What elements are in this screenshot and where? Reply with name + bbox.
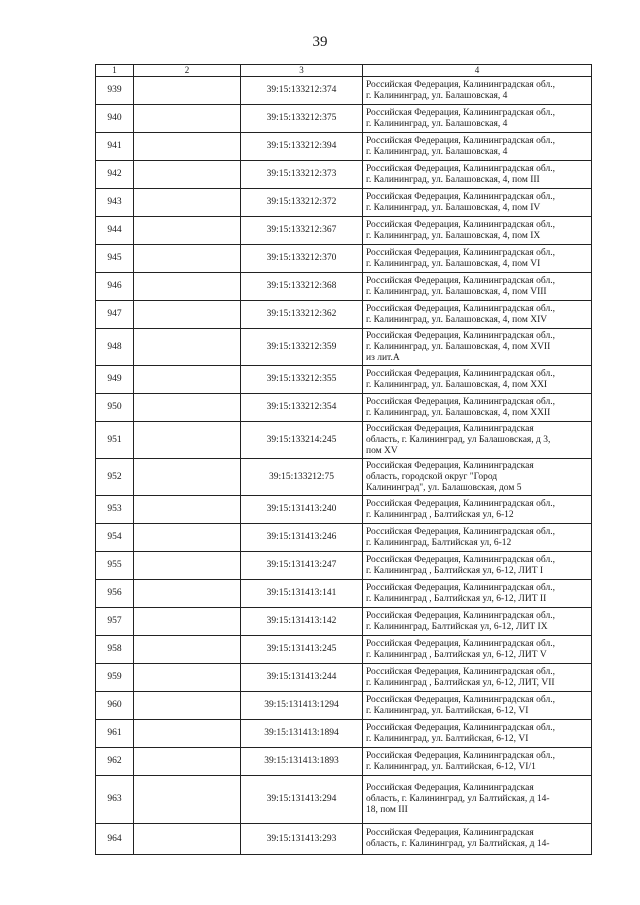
cadastral-number: 39:15:131413:141	[241, 580, 363, 608]
address-line: Российская Федерация, Калининградская обл.,	[366, 368, 555, 379]
address-line: Российская Федерация, Калининградская обл.,	[366, 191, 555, 202]
table-row	[96, 105, 592, 133]
table-row	[96, 217, 592, 245]
cadastral-number: 39:15:133212:368	[241, 273, 363, 301]
row-col-2	[134, 133, 241, 161]
row-number: 951	[96, 422, 134, 459]
row-number: 962	[96, 748, 134, 776]
row-col-2	[134, 217, 241, 245]
table-row	[96, 273, 592, 301]
address-line: Российская Федерация, Калининградская обл.,	[366, 666, 555, 677]
address-line: Российская Федерация, Калининградская обл.,	[366, 247, 555, 258]
row-col-2	[134, 394, 241, 422]
address-line: г. Калининград, ул. Балашовская, 4, пом VIII	[366, 286, 547, 297]
row-number: 956	[96, 580, 134, 608]
table-row	[96, 636, 592, 664]
address-line: Российская Федерация, Калининградская обл.,	[366, 694, 555, 705]
row-col-2	[134, 608, 241, 636]
address-line: Российская Федерация, Калининградская обл.,	[366, 396, 555, 407]
address-line: Российская Федерация, Калининградская	[366, 828, 534, 838]
row-number: 940	[96, 105, 134, 133]
row-number: 943	[96, 189, 134, 217]
address-cell	[363, 422, 592, 459]
address-cell	[363, 636, 592, 664]
row-number: 952	[96, 459, 134, 496]
table-row	[96, 720, 592, 748]
address-cell	[363, 524, 592, 552]
address-cell	[363, 301, 592, 329]
address-line: г. Калининград , Балтийская ул, 6-12, ЛИТ II	[366, 593, 547, 604]
address-line: Российская Федерация, Калининградская	[366, 423, 534, 434]
table-row	[96, 552, 592, 580]
cadastral-number: 39:15:131413:1894	[241, 720, 363, 748]
cadastral-number: 39:15:133212:359	[241, 329, 363, 366]
address-line: Российская Федерация, Калининградская обл.,	[366, 554, 555, 565]
cadastral-number: 39:15:133212:362	[241, 301, 363, 329]
row-number: 944	[96, 217, 134, 245]
address-line: Российская Федерация, Калининградская обл.,	[366, 79, 555, 90]
address-line: г. Калининград , Балтийская ул, 6-12, ЛИТ I	[366, 565, 544, 576]
address-cell	[363, 77, 592, 105]
address-line: Российская Федерация, Калининградская обл.,	[366, 275, 555, 286]
table-row	[96, 189, 592, 217]
table-row	[96, 692, 592, 720]
cadastral-number: 39:15:131413:142	[241, 608, 363, 636]
address-line: Российская Федерация, Калининградская обл.,	[366, 638, 555, 649]
cadastral-number: 39:15:133212:75	[241, 459, 363, 496]
address-cell	[363, 161, 592, 189]
address-line: область, г. Калининград, ул Балтийская, д 14-	[366, 839, 550, 849]
address-line: Российская Федерация, Калининградская обл.,	[366, 750, 555, 761]
address-line: г. Калининград, ул. Балтийская, 6-12, VI	[366, 705, 529, 716]
address-line: Российская Федерация, Калининградская	[366, 460, 534, 471]
address-cell	[363, 692, 592, 720]
address-line: г. Калининград, ул. Балашовская, 4, пом XXII	[366, 407, 551, 418]
address-cell	[363, 776, 592, 824]
address-cell	[363, 824, 592, 855]
address-line: Российская Федерация, Калининградская обл.,	[366, 582, 555, 593]
address-line: из лит.А	[366, 352, 400, 363]
row-col-2	[134, 580, 241, 608]
row-number: 964	[96, 824, 134, 855]
row-col-2	[134, 189, 241, 217]
cadastral-number: 39:15:133212:375	[241, 105, 363, 133]
address-line: г. Калининград, ул. Балашовская, 4, пом VI	[366, 258, 541, 269]
row-number: 942	[96, 161, 134, 189]
table-row	[96, 366, 592, 394]
table-row	[96, 301, 592, 329]
cadastral-number: 39:15:133212:373	[241, 161, 363, 189]
address-line: г. Калининград, ул. Балашовская, 4, пом IX	[366, 230, 541, 241]
row-number: 954	[96, 524, 134, 552]
cadastral-number: 39:15:131413:246	[241, 524, 363, 552]
row-number: 948	[96, 329, 134, 366]
address-cell	[363, 580, 592, 608]
table-row	[96, 608, 592, 636]
row-col-2	[134, 776, 241, 824]
row-number: 955	[96, 552, 134, 580]
table-row	[96, 394, 592, 422]
address-line: Российская Федерация, Калининградская обл.,	[366, 303, 555, 314]
header-col-4: 4	[363, 65, 592, 77]
address-cell	[363, 496, 592, 524]
row-number: 946	[96, 273, 134, 301]
row-number: 959	[96, 664, 134, 692]
address-line: г. Калининград, ул. Балашовская, 4	[366, 90, 508, 101]
row-col-2	[134, 77, 241, 105]
row-col-2	[134, 301, 241, 329]
table-row	[96, 133, 592, 161]
address-line: г. Калининград, Балтийская ул, 6-12	[366, 537, 512, 548]
address-line: область, городской округ "Город	[366, 471, 498, 482]
cadastral-number: 39:15:133212:374	[241, 77, 363, 105]
table-row	[96, 422, 592, 459]
registry-table	[95, 64, 592, 855]
address-line: Калининград", ул. Балашовская, дом 5	[366, 482, 522, 493]
row-col-2	[134, 636, 241, 664]
address-line: г. Калининград, ул. Балашовская, 4	[366, 146, 508, 157]
address-cell	[363, 394, 592, 422]
address-line: Российская Федерация, Калининградская обл.,	[366, 135, 555, 146]
row-col-2	[134, 422, 241, 459]
row-col-2	[134, 748, 241, 776]
address-line: г. Калининград, ул. Балашовская, 4, пом III	[366, 174, 540, 185]
address-line: Российская Федерация, Калининградская обл.,	[366, 526, 555, 537]
address-cell	[363, 664, 592, 692]
table-row	[96, 496, 592, 524]
row-col-2	[134, 329, 241, 366]
address-line: г. Калининград, ул. Балашовская, 4, пом XVII	[366, 341, 551, 352]
row-col-2	[134, 366, 241, 394]
row-col-2	[134, 524, 241, 552]
address-line: Российская Федерация, Калининградская обл.,	[366, 330, 555, 341]
table-row	[96, 776, 592, 824]
address-cell	[363, 245, 592, 273]
cadastral-number: 39:15:131413:294	[241, 776, 363, 824]
address-cell	[363, 552, 592, 580]
address-line: г. Калининград, ул. Балашовская, 4, пом XIV	[366, 314, 548, 325]
address-cell	[363, 133, 592, 161]
address-cell	[363, 105, 592, 133]
row-col-2	[134, 552, 241, 580]
table-row	[96, 664, 592, 692]
cadastral-number: 39:15:131413:247	[241, 552, 363, 580]
address-line: г. Калининград, ул. Балашовская, 4	[366, 118, 508, 129]
row-number: 945	[96, 245, 134, 273]
row-col-2	[134, 459, 241, 496]
row-col-2	[134, 105, 241, 133]
cadastral-number: 39:15:131413:1893	[241, 748, 363, 776]
table-row	[96, 161, 592, 189]
address-line: область, г. Калининград, ул Балашовская, д 3,	[366, 434, 551, 445]
address-line: г. Калининград, ул. Балтийская, 6-12, VI/1	[366, 761, 536, 772]
cadastral-number: 39:15:133212:372	[241, 189, 363, 217]
cadastral-number: 39:15:133212:355	[241, 366, 363, 394]
address-line: Российская Федерация, Калининградская обл.,	[366, 219, 555, 230]
table-row	[96, 524, 592, 552]
address-line: г. Калининград , Балтийская ул, 6-12, ЛИТ, VII	[366, 677, 555, 688]
row-number: 958	[96, 636, 134, 664]
row-col-2	[134, 824, 241, 855]
address-line: г. Калининград, ул. Балтийская, 6-12, VI	[366, 733, 529, 744]
row-col-2	[134, 161, 241, 189]
address-line: Российская Федерация, Калининградская обл.,	[366, 107, 555, 118]
cadastral-number: 39:15:131413:293	[241, 824, 363, 855]
address-line: Российская Федерация, Калининградская обл.,	[366, 498, 555, 509]
table-row	[96, 77, 592, 105]
address-line: 18, пом III	[366, 805, 408, 815]
cadastral-number: 39:15:133212:394	[241, 133, 363, 161]
row-number: 957	[96, 608, 134, 636]
table-row	[96, 824, 592, 855]
row-col-2	[134, 273, 241, 301]
row-number: 941	[96, 133, 134, 161]
address-line: пом XV	[366, 445, 398, 456]
row-number: 939	[96, 77, 134, 105]
cadastral-number: 39:15:131413:245	[241, 636, 363, 664]
address-cell	[363, 366, 592, 394]
address-cell	[363, 217, 592, 245]
address-line: г. Калининград , Балтийская ул, 6-12, ЛИТ V	[366, 649, 547, 660]
address-line: г. Калининград, ул. Балашовская, 4, пом IV	[366, 202, 541, 213]
row-col-2	[134, 664, 241, 692]
header-col-1: 1	[96, 65, 134, 77]
address-cell	[363, 189, 592, 217]
row-col-2	[134, 496, 241, 524]
table-row	[96, 245, 592, 273]
address-cell	[363, 720, 592, 748]
row-number: 960	[96, 692, 134, 720]
table-row	[96, 329, 592, 366]
address-cell	[363, 273, 592, 301]
address-cell	[363, 608, 592, 636]
header-col-3: 3	[241, 65, 363, 77]
header-row	[96, 65, 592, 77]
cadastral-number: 39:15:133214:245	[241, 422, 363, 459]
cadastral-number: 39:15:133212:370	[241, 245, 363, 273]
table-body	[96, 77, 592, 855]
row-col-2	[134, 245, 241, 273]
cadastral-number: 39:15:133212:354	[241, 394, 363, 422]
address-line: г. Калининград, Балтийская ул, 6-12, ЛИТ IX	[366, 621, 548, 632]
address-line: Российская Федерация, Калининградская обл.,	[366, 610, 555, 621]
cadastral-number: 39:15:133212:367	[241, 217, 363, 245]
address-line: г. Калининград , Балтийская ул, 6-12	[366, 509, 514, 520]
address-cell	[363, 329, 592, 366]
address-cell	[363, 748, 592, 776]
row-number: 963	[96, 776, 134, 824]
header-col-2: 2	[134, 65, 241, 77]
row-number: 947	[96, 301, 134, 329]
table-row	[96, 459, 592, 496]
cadastral-number: 39:15:131413:244	[241, 664, 363, 692]
table-row	[96, 748, 592, 776]
address-cell	[363, 459, 592, 496]
address-line: Российская Федерация, Калининградская обл.,	[366, 722, 555, 733]
address-line: Российская Федерация, Калининградская обл.,	[366, 163, 555, 174]
cadastral-number: 39:15:131413:240	[241, 496, 363, 524]
row-col-2	[134, 720, 241, 748]
cadastral-number: 39:15:131413:1294	[241, 692, 363, 720]
address-line: Российская Федерация, Калининградская	[366, 783, 534, 793]
row-number: 961	[96, 720, 134, 748]
address-line: область, г. Калининград, ул Балтийская, д 14-	[366, 794, 550, 804]
address-line: г. Калининград, ул. Балашовская, 4, пом XXI	[366, 379, 548, 390]
page-number: 39	[312, 34, 328, 50]
row-number: 953	[96, 496, 134, 524]
row-number: 950	[96, 394, 134, 422]
table-row	[96, 580, 592, 608]
row-col-2	[134, 692, 241, 720]
row-number: 949	[96, 366, 134, 394]
